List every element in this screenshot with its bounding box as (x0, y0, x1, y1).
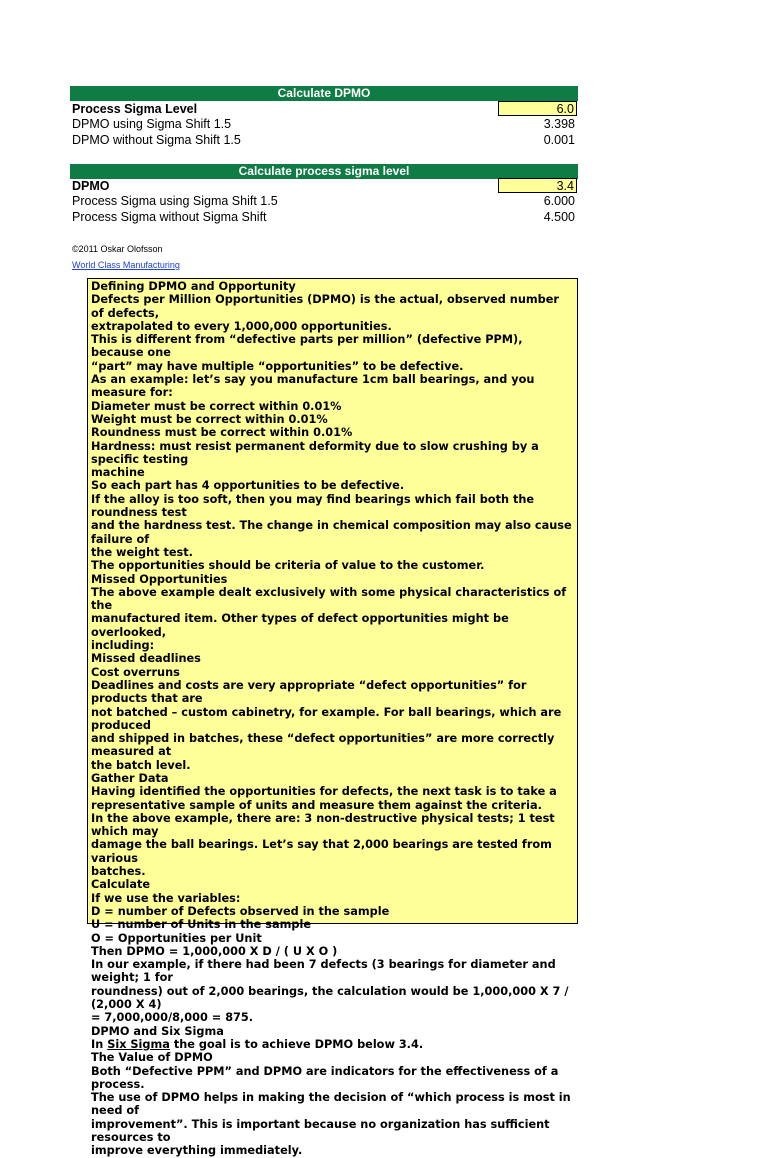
sigma-without-shift-value: 4.500 (543, 210, 575, 224)
note-line: Diameter must be correct within 0.01% (91, 399, 342, 413)
dpmo-input-label: DPMO (72, 179, 110, 193)
note-line: Deadlines and costs are very appropriate “defect opportunities” for products that are (91, 678, 527, 706)
note-line: In the above example, there are: 3 non-destructive physical tests; 1 test which may (91, 811, 555, 839)
note-line: So each part has 4 opportunities to be defective. (91, 479, 405, 493)
dpmo-without-shift-value: 0.001 (543, 133, 575, 147)
sigma-with-shift-value: 6.000 (543, 194, 575, 208)
note-line: Calculate (91, 878, 151, 892)
dpmo-input[interactable]: 3.4 (498, 178, 577, 193)
world-class-manufacturing-link[interactable]: World Class Manufacturing (72, 260, 180, 270)
note-line: and shipped in batches, these “defect opportunities” are more correctly measured at (91, 732, 555, 759)
note-line: roundness) out of 2,000 bearings, the calculation would be 1,000,000 X 7 / (2,000 X 4) (91, 984, 569, 1012)
note-line: Having identified the opportunities for defects, the next task is to take a (91, 785, 557, 799)
note-line: manufactured item. Other types of defect opportunities might be overlooked, (91, 612, 509, 639)
note-line: the batch level. (91, 758, 191, 772)
dpmo-without-shift-label: DPMO without Sigma Shift 1.5 (72, 133, 241, 147)
note-line: Then DPMO = 1,000,000 X D / ( U X O ) (91, 944, 338, 958)
note-line: extrapolated to every 1,000,000 opportunities. (91, 319, 392, 333)
note-lines (91, 280, 575, 1038)
note-line: not batched – custom cabinetry, for example. For ball bearings, which are produced (91, 705, 562, 732)
note-line: Roundness must be correct within 0.01% (91, 426, 353, 440)
sigma-with-shift-label: Process Sigma using Sigma Shift 1.5 (72, 194, 278, 208)
sigma-without-shift-label: Process Sigma without Sigma Shift (72, 210, 267, 224)
note-line: Defining DPMO and Opportunity (91, 280, 296, 293)
calculate-dpmo-header: Calculate DPMO (70, 86, 578, 101)
six-sigma-link[interactable]: Six Sigma (107, 1037, 170, 1051)
note-line: damage the ball bearings. Let’s say that 2,000 bearings are tested from various (91, 838, 552, 865)
note-line: The Value of DPMO (91, 1051, 213, 1065)
note-line: Hardness: must resist permanent deformity due to slow crushing by a specific testing (91, 439, 539, 466)
dpmo-with-shift-value: 3.398 (543, 117, 575, 131)
note-line: In our example, if there had been 7 defects (3 bearings for diameter and weight; 1 for (91, 958, 556, 985)
note-line: O = Opportunities per Unit (91, 931, 262, 945)
note-line: If we use the variables: (91, 891, 241, 905)
note-line: Both “Defective PPM” and DPMO are indicators for the effectiveness of a process. (91, 1064, 559, 1091)
note-line: D = number of Defects observed in the sample (91, 904, 390, 918)
copyright-text: ©2011 Oskar Olofsson (72, 244, 163, 254)
note-lines-after (91, 1051, 575, 1157)
six-sigma-suffix: the goal is to achieve DPMO below 3.4. (169, 1037, 424, 1051)
note-line: the weight test. (91, 545, 193, 559)
note-line-six-sigma (91, 1038, 575, 1051)
note-line: DPMO and Six Sigma (91, 1024, 224, 1038)
sigma-with-shift-row (72, 193, 578, 209)
note-line: and the hardness test. The change in chemical composition may also cause failure of (91, 519, 572, 546)
note-line: As an example: let’s say you manufacture 1cm ball bearings, and you measure for: (91, 373, 535, 400)
note-line: Missed Opportunities (91, 572, 228, 586)
note-line: improve everything immediately. (91, 1144, 303, 1158)
process-sigma-level-label: Process Sigma Level (72, 102, 198, 116)
note-line: The use of DPMO helps in making the decision of “which process is most in need of (91, 1091, 571, 1118)
note-line: Missed deadlines (91, 652, 201, 666)
note-line: Gather Data (91, 771, 169, 785)
note-line: Weight must be correct within 0.01% (91, 412, 328, 426)
process-sigma-level-input[interactable]: 6.0 (498, 101, 577, 116)
note-line: Cost overruns (91, 665, 180, 679)
note-line: U = number of Units in the sample (91, 918, 311, 932)
note-line: The opportunities should be criteria of value to the customer. (91, 559, 485, 573)
note-line: Defects per Million Opportunities (DPMO) is the actual, observed number of defects, (91, 293, 559, 320)
note-line: representative sample of units and measure them against the criteria. (91, 798, 542, 812)
note-line: If the alloy is too soft, then you may find bearings which fail both the roundness test (91, 492, 535, 520)
note-line: machine (91, 466, 145, 480)
note-line: batches. (91, 865, 146, 879)
note-line: “part” may have multiple “opportunities” to be defective. (91, 359, 464, 373)
note-line: = 7,000,000/8,000 = 875. (91, 1011, 254, 1025)
dpmo-explanation-note (87, 278, 578, 1158)
dpmo-without-shift-row (72, 132, 578, 148)
note-line: including: (91, 639, 155, 653)
note-line: improvement”. This is important because no organization has sufficient resources to (91, 1117, 550, 1144)
calculate-sigma-header: Calculate process sigma level (70, 164, 578, 179)
dpmo-with-shift-label: DPMO using Sigma Shift 1.5 (72, 117, 232, 131)
dpmo-with-shift-row (72, 116, 578, 132)
note-line: This is different from “defective parts per million” (defective PPM), because one (91, 333, 523, 360)
note-content (91, 280, 575, 1158)
six-sigma-prefix: In (91, 1037, 108, 1051)
sigma-without-shift-row (72, 209, 578, 225)
note-line: The above example dealt exclusively with some physical characteristics of the (91, 585, 567, 613)
